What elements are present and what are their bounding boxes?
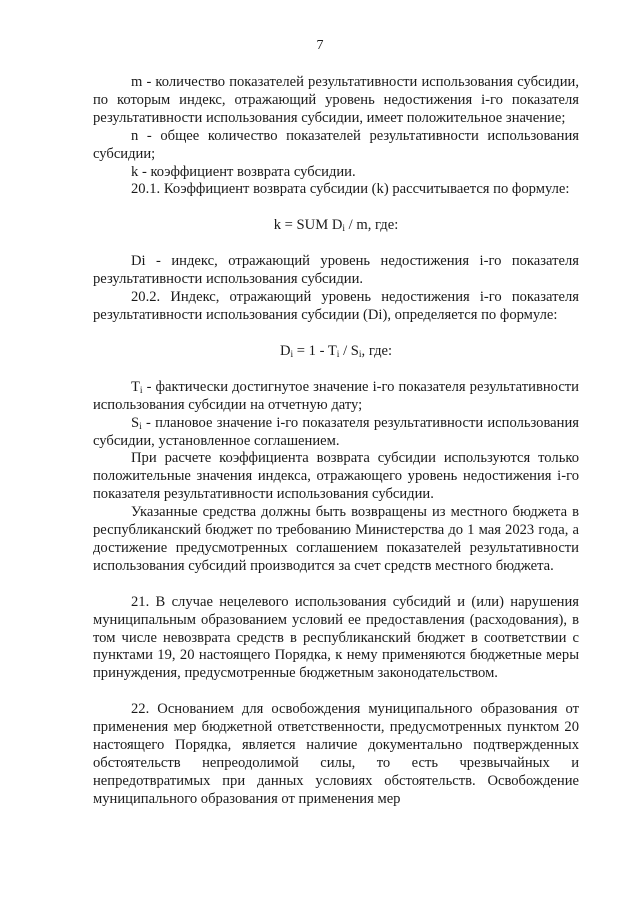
- formula-di: [93, 343, 579, 361]
- paragraph-20-1: 20.1. Коэффициент возврата субсидии (k) рассчитывается по формуле:: [131, 181, 570, 198]
- formula-di-d-subscript: i: [290, 349, 294, 360]
- formula-k-subscript: i: [342, 224, 346, 235]
- formula-di-tail: , где:: [361, 342, 393, 359]
- paragraph-si-definition: [93, 415, 579, 451]
- paragraph-n-definition: n - общее количество показателей результативности использования субсидии;: [93, 127, 579, 162]
- formula-k: [93, 217, 579, 235]
- paragraph-k-definition: k - коэффициент возврата субсидии.: [131, 163, 356, 180]
- ti-description: - фактически достигнутое значение i-го показателя результативности использования субсидии на отчетную дату;: [93, 378, 579, 413]
- formula-k-rhs: / m, где:: [345, 217, 399, 234]
- paragraph-di-definition: Di - индекс, отражающий уровень недостижения i-го показателя результативности использования субсидии.: [93, 253, 579, 288]
- paragraph-22: 22. Основанием для освобождения муниципального образования от применения мер бюджетной ответственности, предусмотренных пунктом 20 настоящего Порядка, является наличие документально подтвержденных обстоятельств непреодолимой силы, то есть чрезвычайных и непредотвратимых при данных условиях обстоятельств. Освобождение муниципального образования от применения мер: [93, 701, 579, 807]
- formula-di-t-subscript: i: [336, 349, 340, 360]
- formula-k-lhs: k = SUM D: [273, 217, 343, 234]
- document-body: [93, 74, 579, 809]
- si-description: - плановое значение i-го показателя результативности использования субсидии, установленное соглашением.: [93, 414, 579, 449]
- symbol-s: S: [131, 414, 140, 431]
- symbol-t: T: [131, 378, 140, 395]
- paragraph-21: 21. В случае нецелевого использования субсидий и (или) нарушения муниципальным образованием условий ее предоставления (расходования), в том числе невозврата средств в республиканский бюджет в соответствии с пунктами 19, 20 настоящего Порядка, к нему применяются бюджетные меры принуждения, предусмотренные бюджетным законодательством.: [93, 593, 579, 682]
- formula-di-d: D: [279, 342, 291, 359]
- paragraph-ti-definition: [93, 379, 579, 415]
- paragraph-20-2: 20.2. Индекс, отражающий уровень недостижения i-го показателя результативности использования субсидии (Di), определяется по формуле:: [93, 289, 579, 323]
- formula-di-slash: / S: [339, 342, 359, 359]
- paragraph-positive-values: При расчете коэффициента возврата субсидии используются только положительные значения индекса, отражающего уровень недостижения i-го показателя результативности использования субсидии.: [93, 450, 579, 503]
- paragraph-m-definition: m - количество показателей результативности использования субсидии, по которым индекс, отражающий уровень недостижения i-го показателя результативности использования субсидии, имеет положительное значение;: [93, 74, 579, 126]
- paragraph-refund: Указанные средства должны быть возвращены из местного бюджета в республиканский бюджет по требованию Министерства до 1 мая 2023 года, а достижение предусмотренных соглашением показателей результативности использования субсидий производится за счет средств местного бюджета.: [93, 504, 579, 574]
- symbol-s-subscript: i: [139, 421, 142, 432]
- formula-di-s-subscript: i: [358, 349, 362, 360]
- page-number: 7: [316, 38, 324, 53]
- symbol-t-subscript: i: [139, 385, 143, 396]
- formula-di-mid: = 1 - T: [293, 342, 337, 359]
